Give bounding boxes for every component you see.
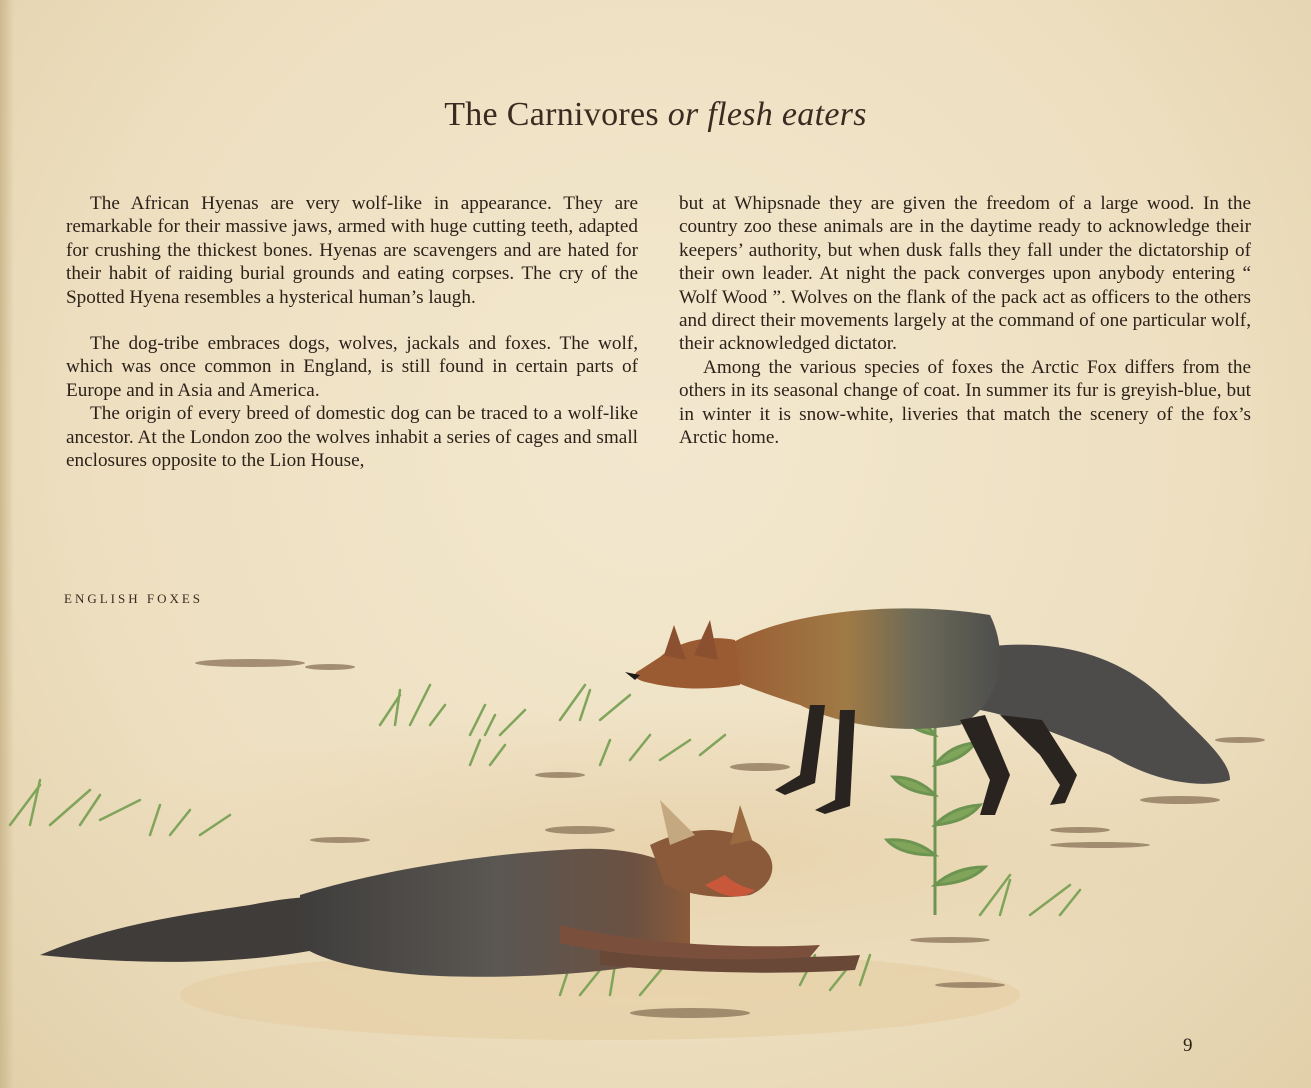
page-number: 9: [1183, 1035, 1193, 1056]
title-main: The Carnivores: [444, 96, 659, 133]
paragraph-dog-tribe: The dog-tribe embraces dogs, wolves, jackals and foxes. The wolf, which was once common in England, is still found in certain parts of Europe and in Asia and America.: [66, 333, 638, 401]
paragraph-whipsnade: but at Whipsnade they are given the freedom of a large wood. In the country zoo these animals are in the daytime ready to acknowledge their keepers’ authority, but when dusk falls they fall under the dictatorship of their own leader. At night the pack converges upon anybody entering “ Wolf Wood ”. Wolves on the flank of the pack act as officers to the others and direct their movements largely at the command of one particular wolf, their acknowledged dictator.: [679, 193, 1251, 355]
foxes-illustration: [0, 595, 1311, 1045]
paragraph-hyenas: The African Hyenas are very wolf-like in appearance. They are remarkable for their massive jaws, armed with huge cutting teeth, adapted for crushing the thickest bones. Hyenas are scavengers and are hated for their habit of raiding burial grounds and eating corpses. The cry of the Spotted Hyena resembles a hysterical human’s laugh.: [66, 193, 638, 308]
left-text-column: [66, 192, 638, 472]
paragraph-arctic-fox: Among the various species of foxes the Arctic Fox differs from the others in its seasonal change of coat. In summer its fur is greyish-blue, but in winter it is snow-white, liveries that match the scenery of the fox’s Arctic home.: [679, 356, 1251, 449]
paragraph-wolf-origin: The origin of every breed of domestic dog can be traced to a wolf-like ancestor. At the London zoo the wolves inhabit a series of cages and small enclosures opposite to the Lion House,: [66, 403, 638, 472]
right-text-column: [679, 192, 1251, 449]
illustration-caption: ENGLISH FOXES: [64, 591, 204, 606]
title-subtitle: or flesh eaters: [667, 96, 867, 133]
page-title: [0, 96, 1311, 134]
